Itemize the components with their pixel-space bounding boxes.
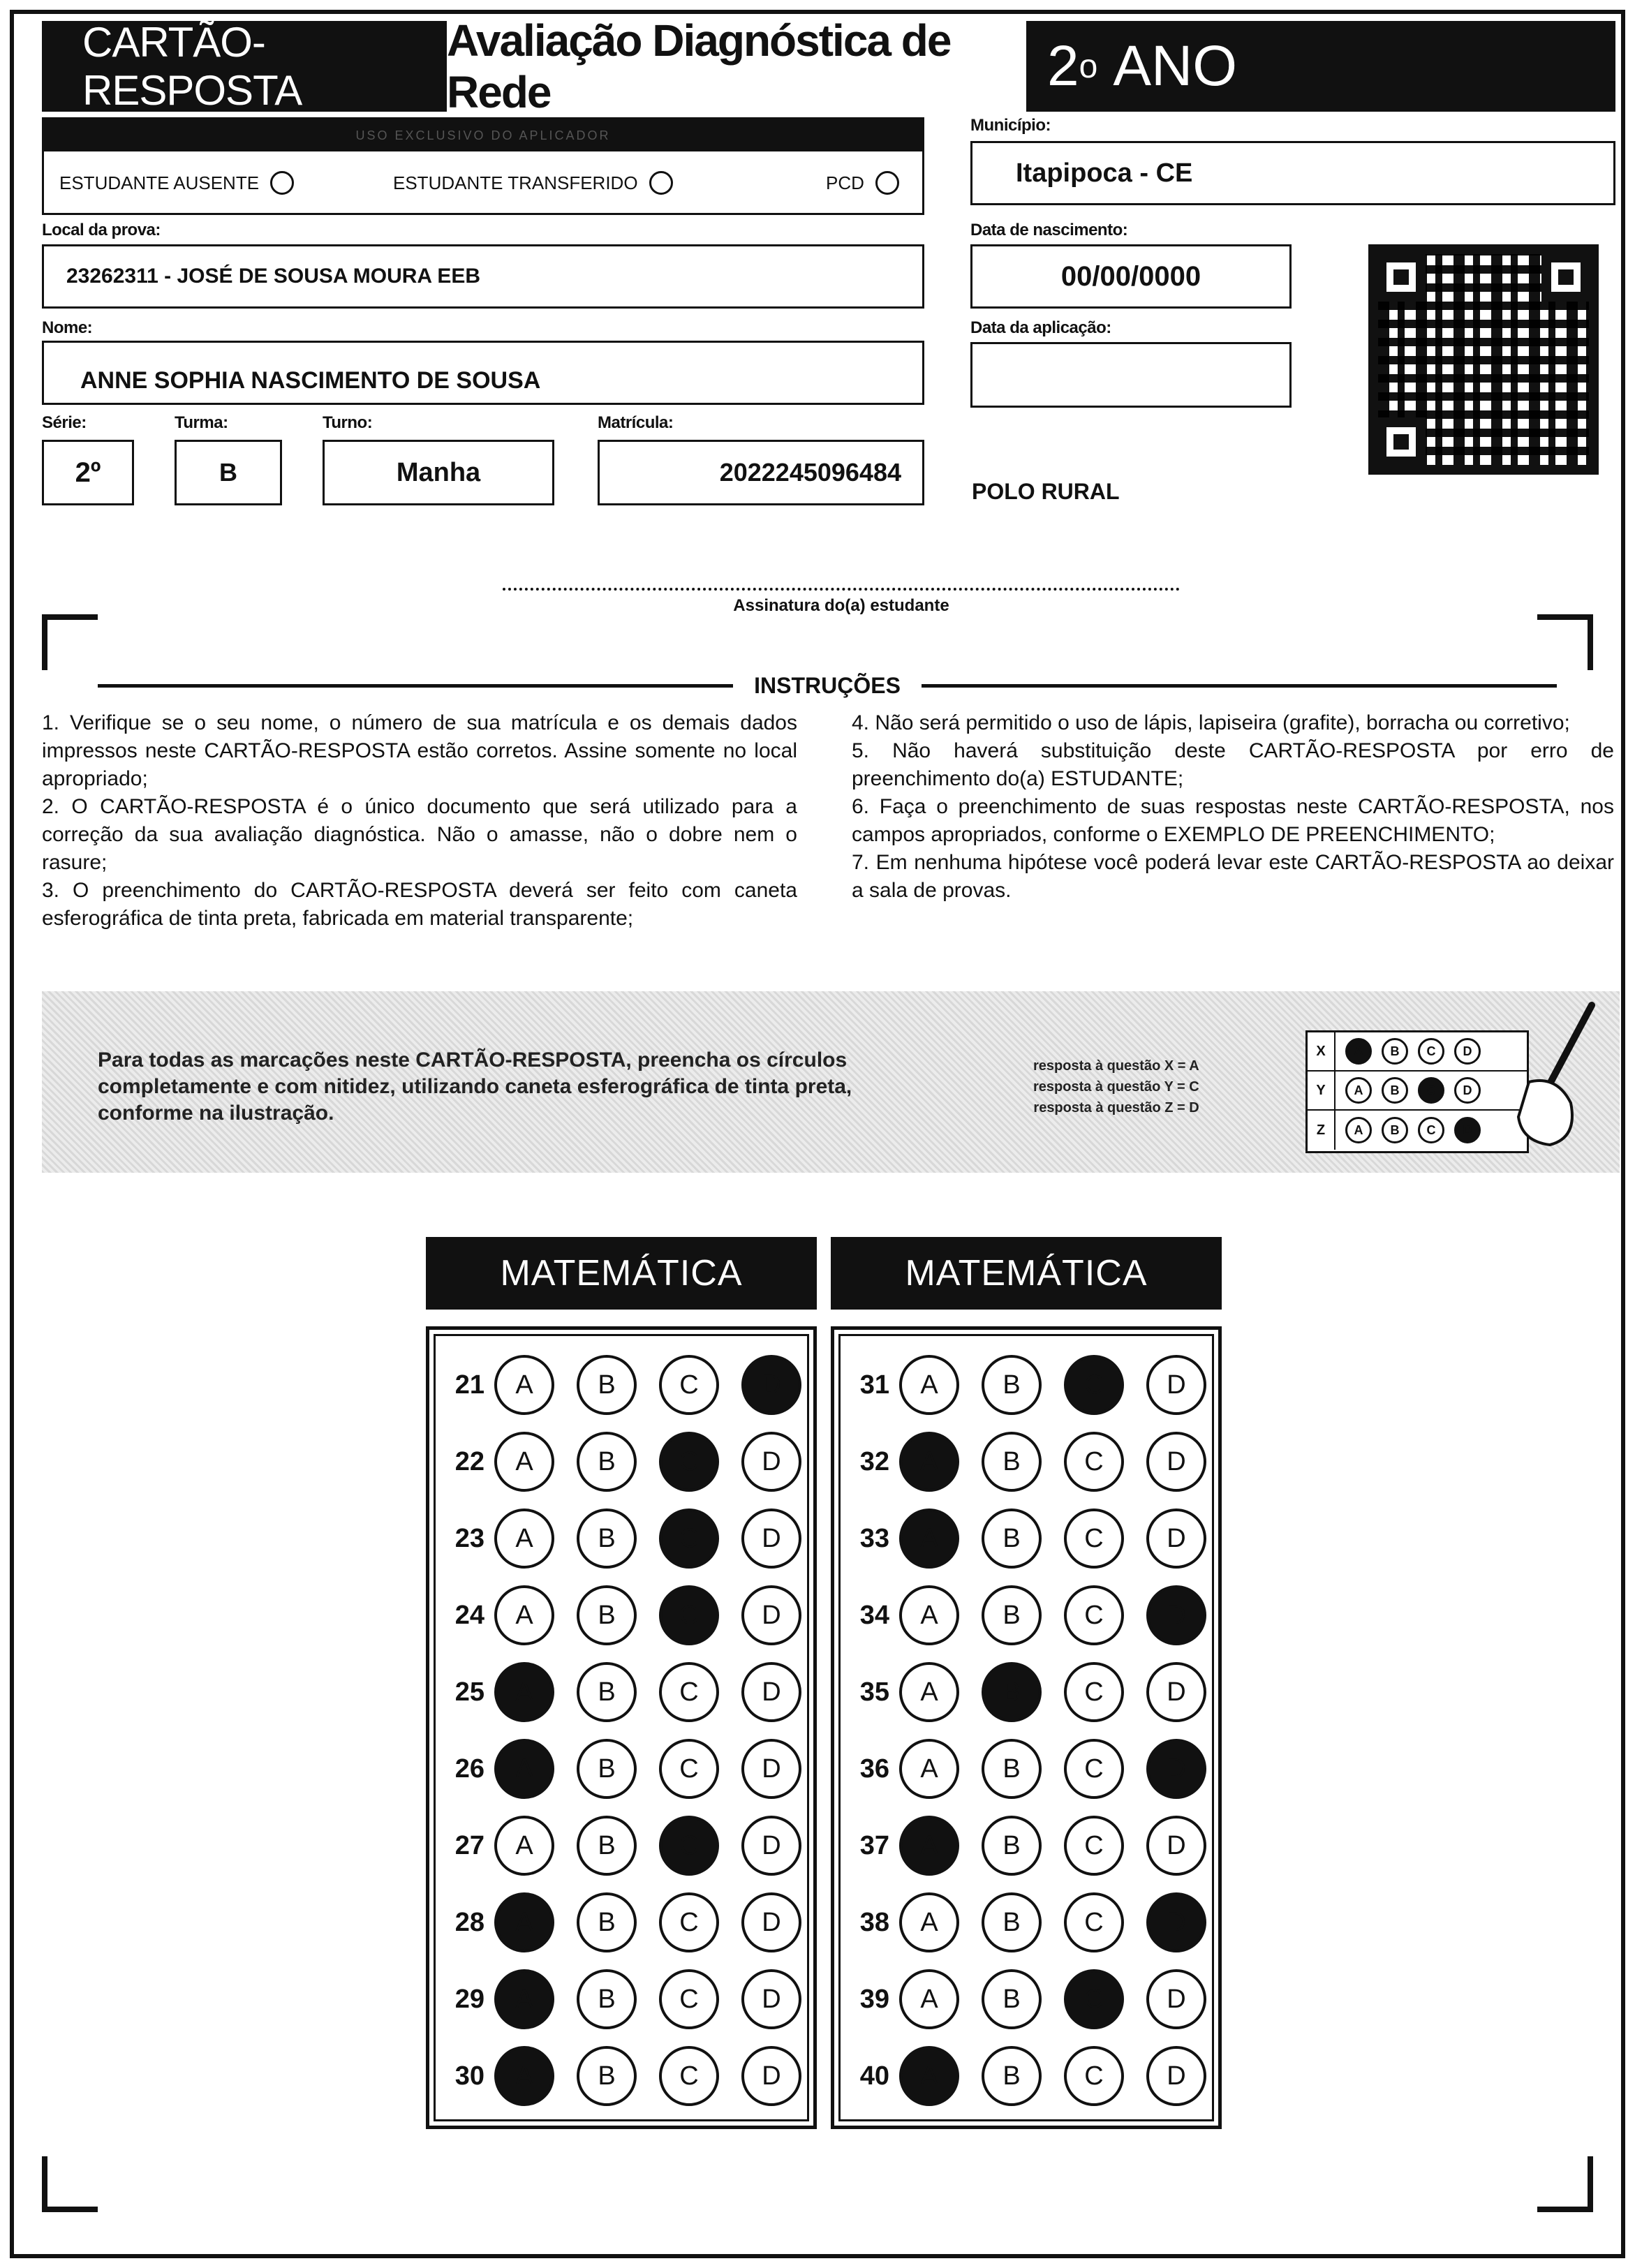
divider: [922, 684, 1557, 688]
question-row: [436, 1350, 824, 1420]
answer-bubble-b[interactable]: B: [982, 1432, 1042, 1492]
answer-bubble-d[interactable]: D: [1146, 1432, 1206, 1492]
application-date-field: [970, 342, 1292, 408]
answer-bubble-c[interactable]: C: [659, 1585, 719, 1645]
question-number: 38: [859, 1907, 889, 1937]
example-bubble: A: [1345, 1117, 1372, 1143]
applicator-strip: USO EXCLUSIVO DO APLICADOR: [44, 119, 922, 151]
answer-bubble-d[interactable]: D: [741, 1969, 801, 2029]
answer-bubble-b[interactable]: B: [982, 1969, 1042, 2029]
answer-card: [10, 10, 1625, 2258]
answer-bubble-a[interactable]: A: [899, 1816, 959, 1876]
question-number: 31: [859, 1370, 889, 1400]
example-grid: [1305, 1030, 1529, 1153]
answer-column-1: [426, 1326, 817, 2129]
question-row: [841, 2041, 1229, 2111]
fill-example-band: [42, 991, 1620, 1173]
question-row: [436, 1580, 824, 1650]
turma-label: Turma:: [175, 413, 228, 432]
pcd-label: PCD: [826, 172, 864, 193]
answer-bubble-d[interactable]: D: [1146, 1355, 1206, 1415]
question-number: 39: [859, 1984, 889, 2014]
card-title: CARTÃO-RESPOSTA: [42, 21, 447, 112]
pcd-radio[interactable]: [875, 171, 899, 195]
turma-field: B: [175, 440, 282, 505]
absent-radio[interactable]: [270, 171, 294, 195]
question-number: 36: [859, 1754, 889, 1784]
answer-bubble-b[interactable]: B: [577, 1816, 637, 1876]
answer-bubble-c[interactable]: C: [659, 1355, 719, 1415]
question-row: [841, 1657, 1229, 1727]
question-number: 26: [454, 1754, 484, 1784]
instruction-item: 1. Verifique se o seu nome, o número de sua matrícula e os demais dados impressos neste CARTÃO-RESPOSTA estão corretos. Assine somente no local apropriado;: [42, 711, 797, 790]
answer-bubble-c[interactable]: C: [659, 1509, 719, 1569]
question-number: 25: [454, 1677, 484, 1707]
answer-bubble-b[interactable]: B: [577, 1892, 637, 1952]
question-row: [436, 2041, 824, 2111]
question-number: 40: [859, 2061, 889, 2091]
example-bubble: A: [1345, 1038, 1372, 1065]
question-number: 37: [859, 1830, 889, 1860]
answer-bubble-c[interactable]: C: [1064, 1816, 1124, 1876]
qr-code: [1368, 244, 1599, 475]
answer-bubble-c[interactable]: C: [659, 1662, 719, 1722]
instruction-item: 7. Em nenhuma hipótese você poderá levar este CARTÃO-RESPOSTA ao deixar a sala de provas.: [852, 851, 1614, 902]
example-label: resposta à questão Z = D: [1033, 1100, 1199, 1116]
answer-bubble-a[interactable]: A: [494, 2046, 554, 2106]
grade-title: [1026, 21, 1615, 112]
question-number: 23: [454, 1523, 484, 1553]
answer-bubble-d[interactable]: D: [1146, 1662, 1206, 1722]
subject-header: MATEMÁTICA: [426, 1237, 817, 1310]
qr-finder: [1377, 253, 1426, 302]
serie-field: 2º: [42, 440, 134, 505]
name-field: ANNE SOPHIA NASCIMENTO DE SOUSA: [42, 341, 924, 405]
answer-bubble-c[interactable]: C: [1064, 1355, 1124, 1415]
pcd-option[interactable]: [826, 171, 899, 195]
answer-bubble-c[interactable]: C: [659, 1739, 719, 1799]
municipio-label: Município:: [970, 116, 1051, 135]
example-bubble: C: [1418, 1077, 1444, 1104]
question-row: [841, 1350, 1229, 1420]
question-row: [841, 1504, 1229, 1573]
answer-bubble-d[interactable]: D: [741, 2046, 801, 2106]
turno-field: Manha: [323, 440, 554, 505]
answer-bubble-c[interactable]: C: [659, 1816, 719, 1876]
pen-hand-icon: [1515, 998, 1599, 1152]
answer-bubble-d[interactable]: D: [1146, 1969, 1206, 2029]
fill-instructions: Para todas as marcações neste CARTÃO-RESPOSTA, preencha os círculos completamente e com nitidez, utilizando caneta esferográfica de tinta preta, conforme na ilustração.: [98, 1048, 852, 1125]
example-bubble: C: [1418, 1117, 1444, 1143]
answer-bubble-b[interactable]: B: [577, 1585, 637, 1645]
question-number: 30: [454, 2061, 484, 2091]
question-number: 27: [454, 1830, 484, 1860]
question-row: [841, 1734, 1229, 1804]
answer-bubble-d[interactable]: D: [741, 1892, 801, 1952]
instructions-title: INSTRUÇÕES: [754, 673, 901, 698]
answer-bubble-c[interactable]: C: [1064, 1892, 1124, 1952]
example-bubble: A: [1345, 1077, 1372, 1104]
answer-bubble-d[interactable]: D: [1146, 1739, 1206, 1799]
serie-label: Série:: [42, 413, 87, 432]
answer-bubble-c[interactable]: C: [1064, 1509, 1124, 1569]
answer-bubble-a[interactable]: A: [899, 1969, 959, 2029]
answer-bubble-b[interactable]: B: [982, 1662, 1042, 1722]
answer-bubble-d[interactable]: D: [741, 1739, 801, 1799]
answer-bubble-b[interactable]: B: [577, 1969, 637, 2029]
answer-bubble-a[interactable]: A: [494, 1892, 554, 1952]
answer-bubble-b[interactable]: B: [982, 1509, 1042, 1569]
question-row: [841, 1964, 1229, 2034]
answer-bubble-a[interactable]: A: [899, 1585, 959, 1645]
instruction-item: 4. Não será permitido o uso de lápis, lapiseira (grafite), borracha ou corretivo;: [852, 711, 1570, 734]
polo-label: POLO RURAL: [972, 479, 1120, 504]
turno-label: Turno:: [323, 413, 373, 432]
answer-column-2: [831, 1326, 1222, 2129]
question-row: [436, 1811, 824, 1881]
absent-label: ESTUDANTE AUSENTE: [59, 172, 260, 193]
answer-bubble-b[interactable]: B: [577, 1739, 637, 1799]
example-bubble: D: [1454, 1117, 1481, 1143]
question-row: [841, 1888, 1229, 1957]
question-number: 35: [859, 1677, 889, 1707]
example-bubble: C: [1418, 1038, 1444, 1065]
question-number: 34: [859, 1600, 889, 1630]
answer-bubble-c[interactable]: C: [659, 1969, 719, 2029]
answer-bubble-d[interactable]: D: [741, 1585, 801, 1645]
question-number: 32: [859, 1446, 889, 1476]
answer-bubble-c[interactable]: C: [659, 2046, 719, 2106]
question-number: 24: [454, 1600, 484, 1630]
matricula-field: 2022245096484: [598, 440, 924, 505]
answer-bubble-a[interactable]: A: [899, 1509, 959, 1569]
answer-bubble-b[interactable]: B: [577, 1432, 637, 1492]
answer-bubble-b[interactable]: B: [982, 1816, 1042, 1876]
example-row: [1308, 1111, 1527, 1150]
answer-bubble-d[interactable]: D: [1146, 1892, 1206, 1952]
instructions-header: [98, 673, 1557, 699]
matricula-label: Matrícula:: [598, 413, 674, 432]
answer-bubble-d[interactable]: D: [1146, 1816, 1206, 1876]
answer-bubble-a[interactable]: A: [494, 1355, 554, 1415]
example-question-letter: Z: [1308, 1111, 1336, 1150]
qr-finder: [1377, 417, 1426, 466]
answer-bubble-d[interactable]: D: [1146, 1509, 1206, 1569]
qr-finder: [1541, 253, 1590, 302]
answer-bubble-d[interactable]: D: [1146, 1585, 1206, 1645]
answer-bubble-a[interactable]: A: [494, 1509, 554, 1569]
question-number: 28: [454, 1907, 484, 1937]
question-row: [436, 1657, 824, 1727]
question-row: [436, 1964, 824, 2034]
answer-bubble-c[interactable]: C: [659, 1432, 719, 1492]
question-row: [841, 1811, 1229, 1881]
exam-title: Avaliação Diagnóstica de Rede: [447, 21, 1026, 112]
answer-bubble-d[interactable]: D: [1146, 2046, 1206, 2106]
answer-bubble-a[interactable]: A: [494, 1432, 554, 1492]
answer-bubble-b[interactable]: B: [982, 1739, 1042, 1799]
answer-bubble-a[interactable]: A: [494, 1739, 554, 1799]
grade-number: 2: [1047, 34, 1079, 98]
answer-bubble-d[interactable]: D: [741, 1432, 801, 1492]
example-bubble: D: [1454, 1038, 1481, 1065]
answer-bubble-c[interactable]: C: [659, 1892, 719, 1952]
location-label: Local da prova:: [42, 221, 161, 239]
answer-bubble-c[interactable]: C: [1064, 1585, 1124, 1645]
answer-bubble-b[interactable]: B: [982, 1585, 1042, 1645]
transferred-radio[interactable]: [649, 171, 673, 195]
signature-line[interactable]: [503, 588, 1180, 591]
question-row: [841, 1580, 1229, 1650]
answer-bubble-b[interactable]: B: [577, 1355, 637, 1415]
answer-bubble-b[interactable]: B: [577, 1662, 637, 1722]
answer-bubble-a[interactable]: A: [899, 2046, 959, 2106]
instruction-item: 5. Não haverá substituição deste CARTÃO-RESPOSTA por erro de preenchimento do(a) ESTUDANTE;: [852, 739, 1614, 790]
question-number: 22: [454, 1446, 484, 1476]
example-label: resposta à questão Y = C: [1033, 1079, 1199, 1095]
question-number: 21: [454, 1370, 484, 1400]
question-row: [436, 1888, 824, 1957]
answer-bubble-d[interactable]: D: [741, 1816, 801, 1876]
answer-bubble-d[interactable]: D: [741, 1662, 801, 1722]
application-date-label: Data da aplicação:: [970, 318, 1111, 337]
answer-bubble-c[interactable]: C: [1064, 1432, 1124, 1492]
answer-bubble-d[interactable]: D: [741, 1355, 801, 1415]
answer-bubble-b[interactable]: B: [982, 2046, 1042, 2106]
answer-bubble-a[interactable]: A: [494, 1662, 554, 1722]
question-row: [841, 1427, 1229, 1497]
example-label: resposta à questão X = A: [1033, 1058, 1199, 1074]
signature-label: Assinatura do(a) estudante: [733, 596, 949, 615]
question-row: [436, 1504, 824, 1573]
answer-bubble-b[interactable]: B: [577, 1509, 637, 1569]
answer-grid: [838, 1334, 1214, 2121]
applicator-status-box: [42, 117, 924, 215]
answer-bubble-d[interactable]: D: [741, 1509, 801, 1569]
birthdate-field: 00/00/0000: [970, 244, 1292, 309]
question-number: 29: [454, 1984, 484, 2014]
instruction-item: 6. Faça o preenchimento de suas respostas neste CARTÃO-RESPOSTA, nos campos apropriados, conforme o EXEMPLO DE PREENCHIMENTO;: [852, 795, 1614, 846]
location-field: 23262311 - JOSÉ DE SOUSA MOURA EEB: [42, 244, 924, 309]
municipio-field: Itapipoca - CE: [970, 141, 1615, 205]
question-row: [436, 1734, 824, 1804]
answer-bubble-a[interactable]: A: [899, 1432, 959, 1492]
divider: [98, 684, 733, 688]
example-question-letter: X: [1308, 1032, 1336, 1070]
instruction-item: 2. O CARTÃO-RESPOSTA é o único documento que será utilizado para a correção da sua avaliação diagnóstica. Não o amasse, não o dobre nem o rasure;: [42, 795, 797, 874]
answer-bubble-a[interactable]: A: [899, 1892, 959, 1952]
grade-word: ANO: [1113, 34, 1238, 98]
corner-mark: [1537, 614, 1593, 670]
answer-bubble-a[interactable]: A: [899, 1662, 959, 1722]
answer-bubble-a[interactable]: A: [494, 1585, 554, 1645]
answer-bubble-a[interactable]: A: [899, 1355, 959, 1415]
answer-bubble-c[interactable]: C: [1064, 1739, 1124, 1799]
instructions-left: [42, 709, 797, 933]
answer-bubble-c[interactable]: C: [1064, 1662, 1124, 1722]
corner-mark: [1537, 2156, 1593, 2212]
example-bubble: B: [1382, 1117, 1408, 1143]
grade-ordinal: o: [1079, 47, 1098, 85]
transferred-option[interactable]: [393, 171, 673, 195]
answer-bubble-b[interactable]: B: [982, 1892, 1042, 1952]
example-question-letter: Y: [1308, 1072, 1336, 1109]
answer-bubble-a[interactable]: A: [494, 1816, 554, 1876]
example-row: [1308, 1072, 1527, 1111]
corner-mark: [42, 614, 98, 670]
instruction-item: 3. O preenchimento do CARTÃO-RESPOSTA deverá ser feito com caneta esferográfica de tinta preta, fabricada em material transparente;: [42, 879, 797, 930]
question-number: 33: [859, 1523, 889, 1553]
answer-bubble-a[interactable]: A: [494, 1969, 554, 2029]
birthdate-label: Data de nascimento:: [970, 221, 1128, 239]
answer-bubble-a[interactable]: A: [899, 1739, 959, 1799]
answer-bubble-c[interactable]: C: [1064, 2046, 1124, 2106]
answer-bubble-b[interactable]: B: [577, 2046, 637, 2106]
answer-grid: [434, 1334, 809, 2121]
instructions-right: [852, 709, 1614, 905]
example-bubble: D: [1454, 1077, 1481, 1104]
corner-mark: [42, 2156, 98, 2212]
absent-option[interactable]: [59, 171, 294, 195]
example-bubble: B: [1382, 1077, 1408, 1104]
transferred-label: ESTUDANTE TRANSFERIDO: [393, 172, 638, 193]
name-label: Nome:: [42, 318, 93, 337]
example-bubble: B: [1382, 1038, 1408, 1065]
example-legend: [1033, 1055, 1199, 1118]
answer-bubble-c[interactable]: C: [1064, 1969, 1124, 2029]
example-row: [1308, 1032, 1527, 1072]
question-row: [436, 1427, 824, 1497]
answer-bubble-b[interactable]: B: [982, 1355, 1042, 1415]
subject-header: MATEMÁTICA: [831, 1237, 1222, 1310]
